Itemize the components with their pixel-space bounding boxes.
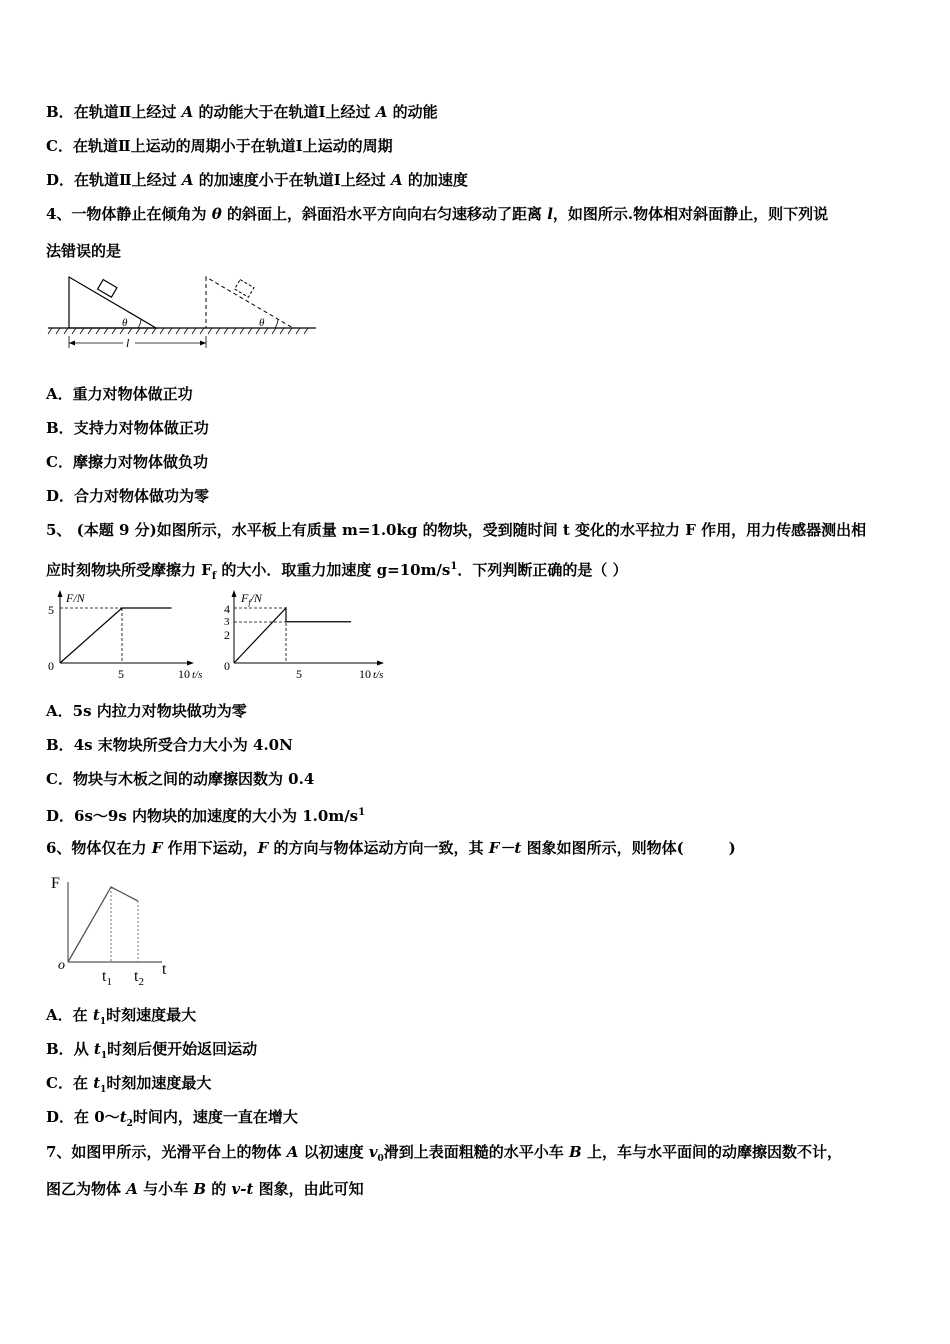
- q6-option-d: D．在 $0\sim t_2$时间内，速度一直在增大: [46, 1108, 298, 1129]
- q6-option-a: A．在 $t_1$时刻速度最大: [46, 1006, 197, 1027]
- q5-option-a: A．5s 内拉力对物块做功为零: [46, 702, 247, 720]
- block-dashed: [235, 280, 254, 298]
- q5-stem-line1: 5、 (本题 9 分)如图所示，水平板上有质量 m=1.0kg 的物块，受到随时间 t 变化的水平拉力 F 作用，用力传感器测出相: [46, 521, 867, 539]
- theta-label-1: θ: [122, 317, 128, 329]
- friction-series-line: [234, 608, 351, 663]
- g2-origin: 0: [224, 659, 230, 673]
- friction-polyline: [234, 608, 351, 663]
- q6-t2-label: $t_2$: [134, 968, 144, 988]
- q6-ylabel: F: [51, 875, 60, 892]
- q3-option-b: B．在轨道Ⅱ上经过 A 的动能大于在轨道Ⅰ上经过 A 的动能: [46, 103, 438, 121]
- q4-incline-figure: [46, 270, 321, 355]
- q6-graph: [44, 868, 184, 993]
- g1-xtick-5: 5: [118, 667, 124, 681]
- q6-xlabel: t: [162, 961, 167, 978]
- g1-xtick-10: 10: [178, 667, 190, 681]
- q5-stem-line2: 应时刻物块所受摩擦力 $F_f$ 的大小．取重力加速度 $g=10m/s^1$．下列判断正确的是（ ）: [46, 561, 628, 582]
- q5-option-c: C．物块与木板之间的动摩擦因数为 0.4: [46, 770, 315, 788]
- g2-ytick-3: 3: [224, 616, 230, 628]
- distance-label: l: [126, 336, 130, 350]
- block-solid: [98, 280, 117, 298]
- q3-option-d: D．在轨道Ⅱ上经过 A 的加速度小于在轨道Ⅰ上经过 A 的加速度: [46, 171, 468, 189]
- q7-stem-line1: 7、如图甲所示，光滑平台上的物体 A 以初速度 $v_0$滑到上表面粗糙的水平小车 B 上，车与水平面间的动摩擦因数不计，: [46, 1143, 842, 1164]
- g2-ytick-2: 2: [224, 628, 230, 642]
- theta-label-2: θ: [259, 317, 265, 329]
- q5-option-b: B．4s 末物块所受合力大小为 4.0N: [46, 736, 293, 754]
- q7-stem-line2: 图乙为物体 A 与小车 B 的 v-t 图象，由此可知: [46, 1180, 364, 1198]
- q6-force-line: [68, 887, 138, 962]
- g2-xlabel: t/s: [373, 669, 384, 681]
- q4-stem-line2: 法错误的是: [46, 242, 122, 260]
- g1-origin: 0: [48, 659, 54, 673]
- q6-option-c: C．在 $t_1$时刻加速度最大: [46, 1074, 212, 1095]
- q4-stem-line1: 4、一物体静止在倾角为 θ 的斜面上，斜面沿水平方向向右匀速移动了距离 l，如图所示.物体相对斜面静止，则下列说: [46, 205, 829, 223]
- q5-option-d: D．6s～9s 内物块的加速度的大小为 $1.0m/s^1$: [46, 807, 366, 825]
- g2-xtick-10: 10: [359, 667, 371, 681]
- g2-ylabel: $F_f/N$: [241, 591, 262, 607]
- g1-ytick-5: 5: [48, 603, 54, 617]
- q4-option-d: D．合力对物体做功为零: [46, 487, 210, 505]
- q6-stem: 6、物体仅在力 F 作用下运动，F 的方向与物体运动方向一致，其 F－t 图象如图所示，则物体( ): [46, 839, 736, 857]
- force-polyline: [60, 608, 172, 663]
- q6-option-b: B．从 $t_1$时刻后便开始返回运动: [46, 1040, 258, 1061]
- g1-xlabel: t/s: [192, 669, 203, 681]
- q5-graph-friction: [220, 588, 395, 683]
- g2-xtick-5: 5: [296, 667, 302, 681]
- force-series-line: [60, 608, 172, 663]
- q4-option-a: A．重力对物体做正功: [46, 385, 193, 403]
- q4-option-c: C．摩擦力对物体做负功: [46, 453, 208, 471]
- g1-ylabel: F/N: [66, 591, 85, 605]
- q6-origin: o: [58, 958, 65, 973]
- g2-ytick-4: 4: [224, 602, 230, 616]
- q3-option-c: C．在轨道Ⅱ上运动的周期小于在轨道Ⅰ上运动的周期: [46, 137, 393, 155]
- q4-option-b: B．支持力对物体做正功: [46, 419, 209, 437]
- q5-graph-force: [40, 588, 203, 683]
- q6-t1-label: $t_1$: [102, 968, 112, 988]
